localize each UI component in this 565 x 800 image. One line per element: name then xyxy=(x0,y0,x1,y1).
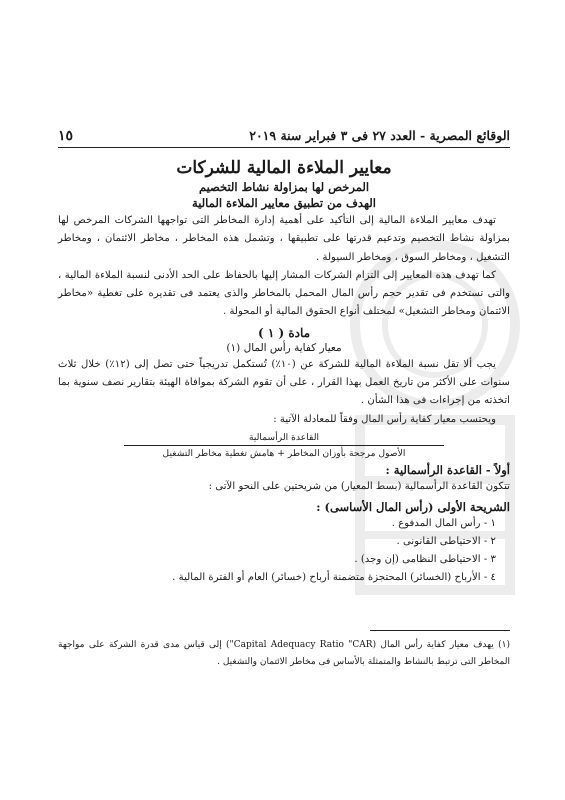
list-item: ٣ - الاحتياطى النظامى (إن وجد) . xyxy=(354,554,496,566)
article-paragraph-1: يجب ألا تقل نسبة الملاءة المالية للشركة عن (١٠٪) تُستكمل تدريجياً حتى تصل إلى (١٢٪) خلال ثلاث سنوات على الأكثر من تاريخ العمل بهذا القرار ، على أن تقوم الشركة بموافاة الهيئة بتقارير نصف سنوية بما اتخذته من إجراءات فى هذا الشأن . xyxy=(58,358,510,407)
capital-adequacy-formula xyxy=(124,432,444,459)
article-paragraph-2: ويحتسب معيار كفاية رأس المال وفقاً للمعادلة الآتية : xyxy=(273,413,496,425)
main-heading: معايير الملاءة المالية للشركات xyxy=(176,158,392,178)
footnote xyxy=(58,630,510,671)
list-item: ٤ - الأرباح (الخسائر) المحتجزة متضمنة أرباح (خسائر) العام أو الفترة المالية . xyxy=(172,572,496,584)
tier-1-list xyxy=(58,515,510,587)
paragraph-2: كما تهدف هذه المعايير إلى التزام الشركات المشار إليها بالحفاظ على الحد الأدنى لنسبة الملاءة المالية ، والتى تستخدم فى تقدير حجم رأس المال المحمل بالمخاطر والذى يعتمد فى تقديره على تغطية «مخاطر الائتمان ومخاطر التشغيل» لمختلف أنواع الحقوق المالية أو المحولة . xyxy=(58,269,510,318)
tier-1-title: الشريحة الأولى (رأس المال الأساسى) : xyxy=(316,500,510,515)
document-page xyxy=(58,128,510,587)
footnote-text: (١) يهدف معيار كفاية رأس المال (Capital Adequacy Ratio "CAR") إلى قياس مدى قدرة الشركة على مواجهة المخاطر التى ترتبط بالنشاط والمتمثلة بالأساس فى مخاطر الائتمان والتشغيل . xyxy=(58,640,510,667)
formula-denominator: الأصول مرجحة بأوزان المخاطر + هامش تغطية مخاطر التشغيل xyxy=(162,447,406,459)
list-item: ٢ - الاحتياطى القانونى . xyxy=(396,536,496,548)
paragraph-1: تهدف معايير الملاءة المالية إلى التأكيد على أهمية إدارة المخاطر التى تواجهها الشركات المرخص لها بمزاولة نشاط التخصيم وتدعيم قدرتها على تطبيقها ، وتشمل هذه المخاطر ، مخاطر الائتمان ، ومخاطر التشغيل ، ومخاطر السوق ، ومخاطر السيولة . xyxy=(58,215,510,263)
sub-heading-2: الهدف من تطبيق معايير الملاءة المالية xyxy=(192,196,376,210)
list-item: ١ - رأس المال المدفوع . xyxy=(391,518,496,530)
article-subtitle: معيار كفاية رأس المال (١) xyxy=(226,341,342,354)
sub-heading-1: المرخص لها بمزاولة نشاط التخصيم xyxy=(198,180,370,194)
formula-numerator: القاعدة الرأسمالية xyxy=(248,431,320,443)
page-number: ١٥ xyxy=(58,128,74,144)
section-1-title: أولاً - القاعدة الرأسمالية : xyxy=(385,462,510,477)
footnote-rule xyxy=(370,630,510,631)
article-title: مادة ( ١ ) xyxy=(257,325,311,340)
page-header xyxy=(58,128,510,148)
header-title: الوقائع المصرية - العدد ٢٧ فى ٣ فبراير سنة ٢٠١٩ xyxy=(249,128,510,143)
section-1-text: تتكون القاعدة الرأسمالية (بسط المعيار) من شريحتين على النحو الآتى : xyxy=(208,480,510,492)
